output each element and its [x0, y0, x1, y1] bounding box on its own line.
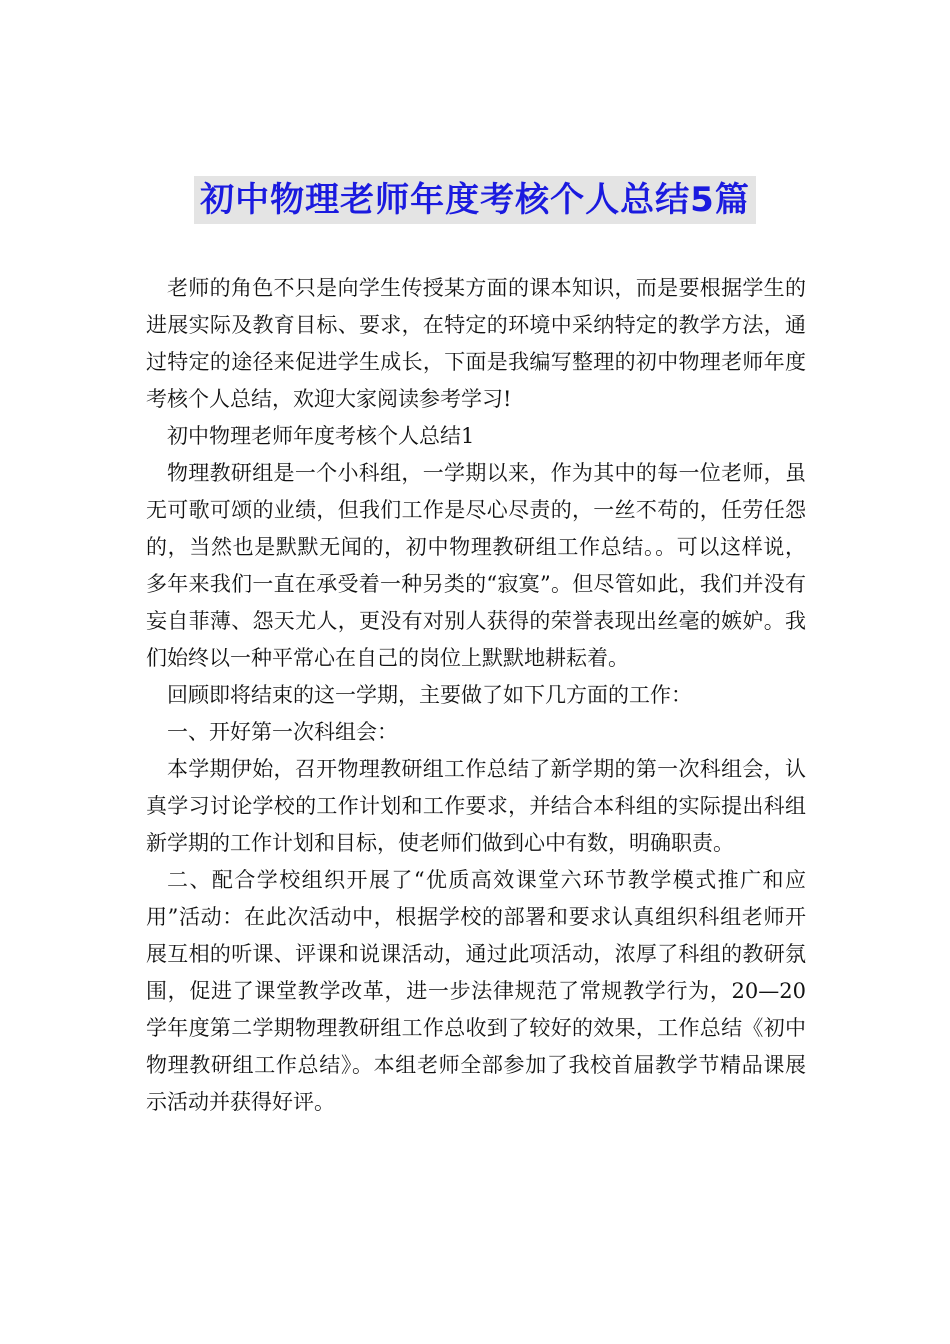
body-paragraph: 物理教研组是一个小科组，一学期以来，作为其中的每一位老师，虽无可歌可颂的业绩，但我们工作是尽心尽责的，一丝不苟的，任劳任怨的，当然也是默默无闻的，初中物理教研组工作总结。。可以这样说，多年来我们一直在承受着一种另类的“寂寞”。但尽管如此，我们并没有妄自菲薄、怨天尤人，更没有对别人获得的荣誉表现出丝毫的嫉妒。我们始终以一种平常心在自己的岗位上默默地耕耘着。: [146, 461, 806, 670]
intro-paragraph: 老师的角色不只是向学生传授某方面的课本知识，而是要根据学生的进展实际及教育目标、要求，在特定的环境中采纳特定的教学方法，通过特定的途径来促进学生成长，下面是我编写整理的初中物理老师年度考核个人总结，欢迎大家阅读参考学习!: [146, 276, 806, 411]
body-paragraph: 回顾即将结束的这一学期，主要做了如下几方面的工作：: [167, 683, 692, 707]
body-paragraph: 本学期伊始，召开物理教研组工作总结了新学期的第一次科组会，认真学习讨论学校的工作计划和工作要求，并结合本科组的实际提出科组新学期的工作计划和目标，使老师们做到心中有数，明确职责。: [146, 757, 806, 855]
body-paragraph: 二、配合学校组织开展了“优质高效课堂六环节教学模式推广和应用”活动：在此次活动中，根据学校的部署和要求认真组织科组老师开展互相的听课、评课和说课活动，通过此项活动，浓厚了科组的教研氛围，促进了课堂教学改革，进一步法律规范了常规教学行为，20—20学年度第二学期物理教研组工作总收到了较好的效果，工作总结《初中物理教研组工作总结》。本组老师全部参加了我校首届教学节精品课展示活动并获得好评。: [146, 868, 806, 1114]
document-body: [146, 270, 806, 1121]
title-container: [0, 176, 950, 224]
section-heading: 初中物理老师年度考核个人总结1: [167, 424, 475, 448]
subsection-heading: 一、开好第一次科组会：: [167, 720, 398, 744]
document-title: 初中物理老师年度考核个人总结5篇: [194, 176, 756, 224]
